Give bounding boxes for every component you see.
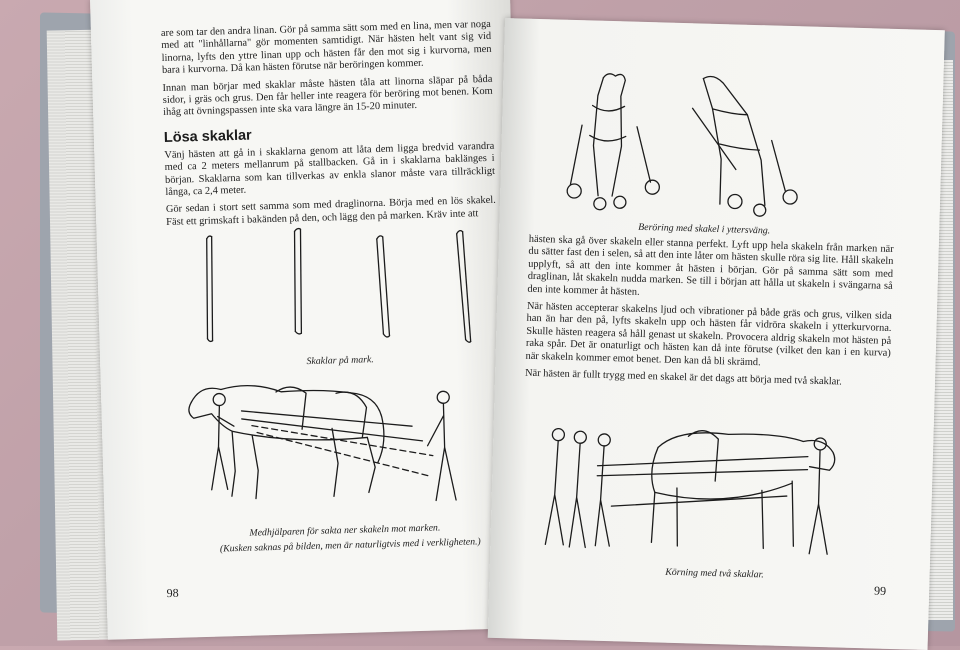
harness-turning-view (690, 76, 801, 217)
paragraph: Innan man börjar med skaklar måste hästen tåla att linorna släpar på båda sidor, i gräs och grus. Den får heller inte reagera för beröring mot benen. Kom ihåg att övningspassen inte ska vara längre än 15-20 minuter. (162, 73, 493, 119)
two-shafts-illustration (535, 414, 859, 573)
horse-caption-line1: Medhjälparen för sakta ner skakeln mot marken. (249, 522, 441, 539)
horse-drawing (595, 428, 835, 551)
pole (377, 236, 390, 337)
left-page (90, 0, 528, 640)
helper-group (545, 428, 612, 548)
poles-caption: Skaklar på mark. (306, 354, 374, 368)
top-caption: Beröring med skakel i yttersväng. (638, 221, 771, 237)
right-text-column (525, 234, 894, 396)
helper-figure-left (209, 393, 236, 490)
paragraph: hästen ska gå över skakeln eller stanna perfekt. Lyft upp hela skakeln från marken när du sätter fast den i selen, så att den inte låter om hästen skulle röra sig lite. Håll skakeln upplyft, så att den inte kommer åt hästen i början. Gör på samma sätt som med draglinan, låt skakeln nudda marken. Se till i början att hålla ut skakeln i svängarna så den inte kommer åt hästen. (527, 233, 894, 298)
bottom-caption: Körning med två skaklar. (665, 566, 764, 581)
section-heading: Lösa skaklar (163, 127, 252, 146)
helper-figure-right (809, 438, 830, 554)
horse-caption-line2: (Kusken saknas på bilden, men är naturligtvis med i verkligheten.) (219, 536, 481, 555)
paragraph: Gör sedan i stort sett samma som med draglinorna. Börja med en lös skakel. Fäst ett grimskaft i bakänden på den, och lägg den på marken. Kräv inte att (165, 195, 496, 228)
poles-illustration (186, 221, 489, 354)
paragraph: are som tar den andra linan. Gör på samma sätt som med en lina, men var noga med att "linhållarna" gör momenten samtidigt. När hästen helt vant sig vid linorna, lyfts den yttre linan upp och hästen får den mot sig i kurvorna, men bara i kurvorna. Då kan hästen förutse när beröringen kommer. (160, 18, 492, 77)
pole (205, 236, 215, 341)
pole (292, 229, 303, 335)
paragraph: Vänj hästen att gå in i skaklarna genom att låta dem ligga bredvid varandra med ca 2 meters mellanrum på stallbacken. Gå in i skaklarna baklänges i början. Skaklarna som kan tillverkas av enkla slanor måste vara tillräckligt långa, ca 2,4 meter. (164, 140, 496, 199)
page-number-left: 98 (166, 585, 179, 601)
horse-helper-illustration (180, 364, 504, 523)
helper-figure-right (426, 391, 456, 501)
page-number-right: 99 (873, 583, 887, 598)
paragraph: När hästen accepterar skakelns ljud och vibrationer på både gräs och grus, vilken sida han än har den på, lyfts skakeln upp och hästen får vidröra skakeln i ytterkurvorna. Skulle hästen reagera så håll genast ut skakeln. Provocera aldrig skakeln mot hästen på raka spår. Det är onaturligt och hästen kan då inte förutse (vilket den kan i en kurva) när skakeln kommer emot benet. Den kan då bli skrämd. (525, 300, 892, 368)
harness-illustration (560, 65, 824, 222)
right-page (488, 18, 945, 650)
left-text-column (161, 19, 497, 234)
paragraph: När hästen är fullt trygg med en skakel är det dags att börja med två skaklar. (524, 367, 842, 388)
pole (457, 230, 471, 342)
harness-front-view (567, 73, 663, 212)
